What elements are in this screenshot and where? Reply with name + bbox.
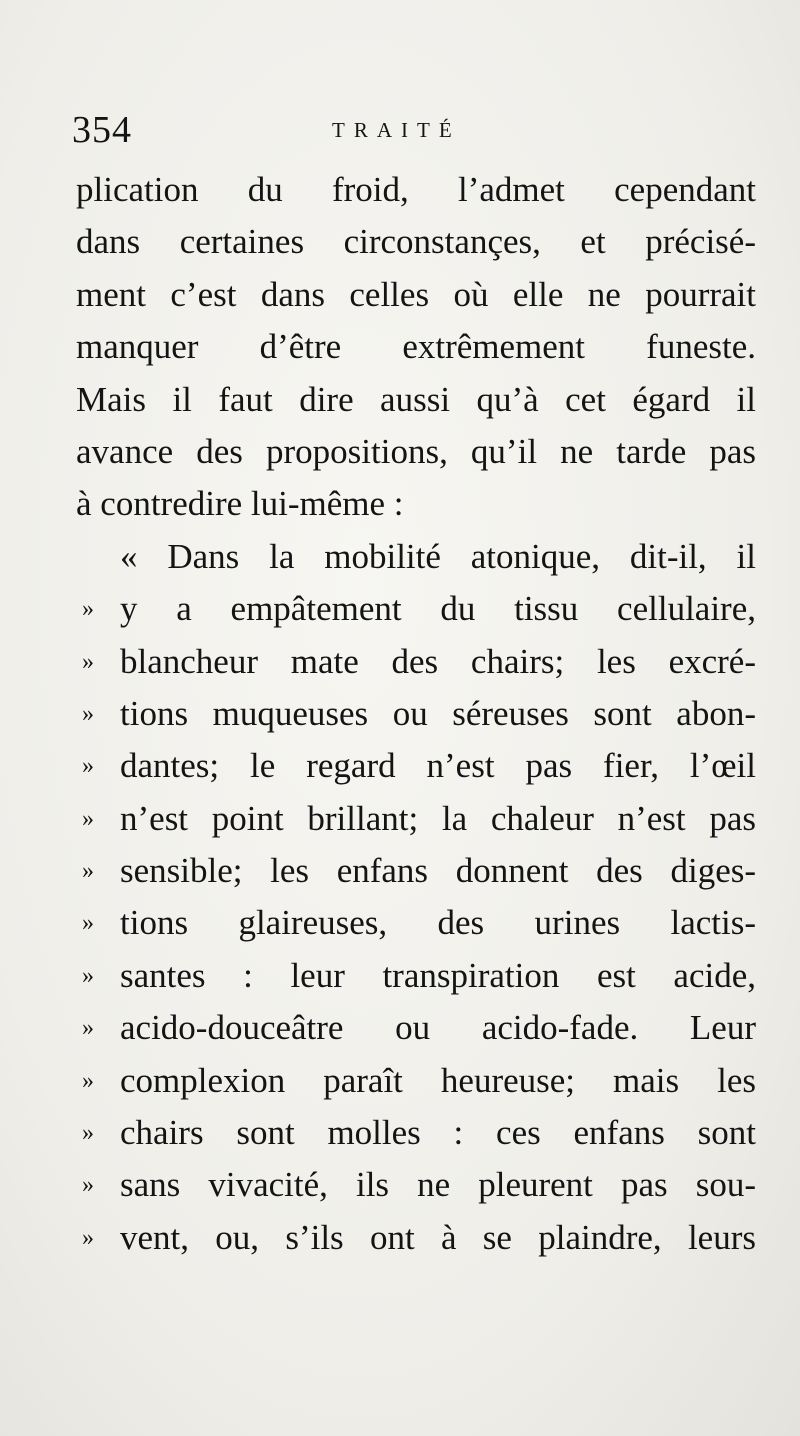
guillemet-mark: » [82,753,94,780]
line-text: santes : leur transpiration est acide, [120,955,756,995]
text-line [76,897,756,949]
line-text: dans certaines circonstançes, et précisé- [76,222,756,262]
line-text: n’est point brillant; la chaleur n’est pas [120,798,756,838]
text-line [76,216,756,268]
text-line [76,531,756,583]
text-line [76,793,756,845]
guillemet-mark: » [82,700,94,727]
text-line [76,1212,756,1264]
guillemet-mark: » [82,858,94,885]
guillemet-mark: » [82,1120,94,1147]
line-text: « Dans la mobilité atonique, dit-il, il [120,536,756,576]
guillemet-mark: » [82,1067,94,1094]
body-text [76,164,756,1264]
line-text: tions glaireuses, des urines lactis- [120,903,756,943]
line-text: dantes; le regard n’est pas fier, l’œil [120,746,756,786]
line-text: à contredire lui-même : [76,484,404,524]
guillemet-mark: » [82,910,94,937]
line-text: chairs sont molles : ces enfans sont [120,1113,756,1153]
line-text: sans vivacité, ils ne pleurent pas sou- [120,1165,756,1205]
text-line [76,1055,756,1107]
text-line [76,374,756,426]
line-text: manquer d’être extrêmement funeste. [76,327,756,367]
guillemet-mark: » [82,1224,94,1251]
guillemet-mark: » [82,1015,94,1042]
text-line [76,636,756,688]
text-line [76,1159,756,1211]
text-line [76,426,756,478]
line-text: sensible; les enfans donnent des diges- [120,851,756,891]
text-line [76,1107,756,1159]
guillemet-mark: » [82,1172,94,1199]
text-line [76,950,756,1002]
text-line [76,583,756,635]
line-text: blancheur mate des chairs; les excré- [120,641,756,681]
guillemet-mark: » [82,648,94,675]
text-line [76,688,756,740]
line-text: vent, ou, s’ils ont à se plaindre, leurs [120,1217,756,1257]
line-text: tions muqueuses ou séreuses sont abon- [120,693,756,733]
page-header [72,100,740,160]
guillemet-mark: » [82,962,94,989]
running-title: TRAITÉ [332,118,461,142]
guillemet-mark: » [82,596,94,623]
line-text: complexion paraît heureuse; mais les [120,1060,756,1100]
line-text: y a empâtement du tissu cellulaire, [120,589,756,629]
line-text: plication du froid, l’admet cependant [76,170,756,209]
page-number: 354 [72,109,132,151]
text-line [76,478,756,530]
line-text: acido-douceâtre ou acido-fade. Leur [120,1008,756,1048]
line-text: avance des propositions, qu’il ne tarde pas [76,431,756,471]
guillemet-mark: » [82,805,94,832]
text-line [76,845,756,897]
text-line [76,164,756,216]
text-line [76,269,756,321]
text-line [76,1002,756,1054]
line-text: Mais il faut dire aussi qu’à cet égard il [76,379,756,419]
text-line [76,740,756,792]
text-line [76,321,756,373]
line-text: ment c’est dans celles où elle ne pourrait [76,274,756,314]
